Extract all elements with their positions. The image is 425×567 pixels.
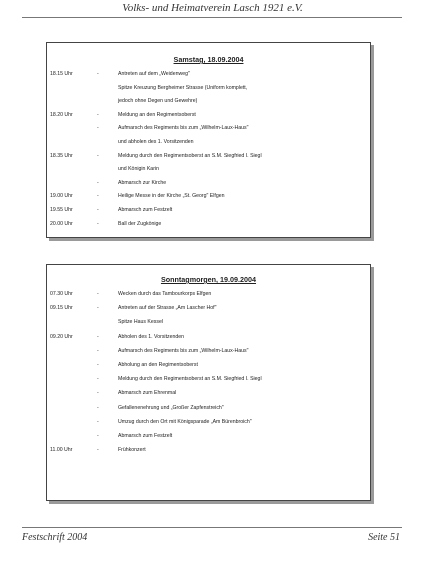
schedule-text: Aufmarsch des Regiments bis zum „Wilhelm-Laux-Haus" [118, 347, 249, 354]
schedule-dash: - [97, 125, 99, 132]
schedule-entry [47, 389, 370, 398]
schedule-time: 09.15 Uhr [50, 305, 73, 312]
schedule-dash: - [97, 193, 99, 200]
schedule-time: 11.00 Uhr [50, 447, 73, 454]
schedule-text: Spitze Haus Kessel [118, 319, 163, 326]
schedule-entry [47, 70, 370, 79]
schedule-dash: - [97, 404, 99, 411]
schedule-text: Abmarsch zum Festzelt [118, 207, 173, 213]
schedule-entry [47, 124, 370, 133]
schedule-text: Ball der Zugkönige [118, 220, 162, 227]
schedule-box-saturday [46, 42, 371, 238]
schedule-dash: - [97, 390, 99, 397]
schedule-text: Frühkonzert [118, 447, 146, 454]
schedule-entry [47, 446, 370, 455]
schedule-dash: - [97, 376, 99, 383]
schedule-entry [47, 290, 370, 299]
schedule-time: 18.35 Uhr [50, 152, 73, 159]
schedule-text: Abholung an den Regimentsoberst [118, 362, 198, 368]
schedule-time: 19.55 Uhr [50, 207, 73, 213]
schedule-text: und abholen des 1. Vorsitzenden [118, 139, 194, 145]
schedule-time: 09.20 Uhr [50, 333, 73, 340]
schedule-entry [47, 179, 370, 188]
schedule-text: Meldung an den Regimentsoberst [118, 111, 196, 118]
footer-page-number: Seite 51 [368, 532, 400, 543]
schedule-dash: - [97, 333, 99, 340]
schedule-entry [47, 165, 370, 174]
schedule-text: Gefallenenehrung und „Großer Zapfenstreich" [118, 404, 224, 411]
schedule-entry [47, 206, 370, 215]
schedule-dash: - [97, 291, 99, 297]
schedule-entry [47, 97, 370, 106]
schedule-entry [47, 333, 370, 342]
header-divider [22, 17, 402, 18]
schedule-dash: - [97, 433, 99, 439]
schedule-entry [47, 347, 370, 356]
section-title: Sonntagmorgen, 19.09.2004 [160, 275, 257, 284]
schedule-text: jedoch ohne Degen und Gewehre) [118, 98, 198, 105]
schedule-time: 20.00 Uhr [50, 220, 73, 227]
footer-divider [22, 527, 402, 528]
schedule-dash: - [97, 152, 99, 159]
schedule-text: Wecken durch das Tambourkorps Elfgen [118, 291, 212, 297]
schedule-box-sunday [46, 264, 371, 501]
schedule-dash: - [97, 220, 99, 227]
schedule-text: Heilige Messe in der Kirche „St. Georg" Elfgen [118, 193, 225, 200]
schedule-dash: - [97, 418, 99, 425]
schedule-dash: - [97, 305, 99, 312]
schedule-entry [47, 138, 370, 147]
schedule-text: Antreten auf dem „Weidenweg" [118, 71, 190, 77]
schedule-dash: - [97, 207, 99, 213]
schedule-text: Spitze Kreuzung Bergheimer Strasse (Uniform komplett, [118, 84, 248, 91]
schedule-entry [47, 304, 370, 313]
schedule-text: Abmarsch zur Kirche [118, 179, 167, 186]
schedule-entry [47, 152, 370, 161]
schedule-dash: - [97, 71, 99, 77]
schedule-dash: - [97, 447, 99, 454]
schedule-dash: - [97, 179, 99, 186]
schedule-entry [47, 318, 370, 327]
schedule-text: und Königin Karin [118, 166, 159, 173]
schedule-entry [47, 220, 370, 229]
schedule-dash: - [97, 347, 99, 354]
schedule-entry [47, 84, 370, 93]
schedule-time: 07.30 Uhr [50, 291, 73, 297]
schedule-entry [47, 192, 370, 201]
schedule-text: Abmarsch zum Ehrenmal [118, 390, 177, 397]
schedule-time: 18.15 Uhr [50, 71, 73, 77]
schedule-text: Antreten auf der Strasse „Am Lascher Hof" [118, 305, 217, 312]
schedule-text: Abmarsch zum Festzelt [118, 433, 173, 439]
schedule-text: Meldung durch den Regimentsoberst an S.M. Siegfried I. Siegl [118, 376, 262, 383]
schedule-text: Umzug durch den Ort mit Königsparade „Am Bürenbroich" [118, 418, 252, 425]
schedule-entry [47, 418, 370, 427]
schedule-dash: - [97, 111, 99, 118]
section-title: Samstag, 18.09.2004 [173, 55, 244, 64]
schedule-entry [47, 361, 370, 370]
schedule-entry [47, 111, 370, 120]
schedule-time: 19.00 Uhr [50, 193, 73, 200]
schedule-text: Aufmarsch des Regiments bis zum „Wilhelm-Laux-Haus" [118, 125, 249, 132]
schedule-dash: - [97, 362, 99, 368]
schedule-text: Abholen des 1. Vorsitzenden [118, 333, 185, 340]
schedule-entry [47, 375, 370, 384]
footer-publication: Festschrift 2004 [22, 532, 88, 543]
schedule-text: Meldung durch den Regimentsoberst an S.M. Siegfried I. Siegl [118, 152, 262, 159]
schedule-entry [47, 432, 370, 441]
schedule-time: 18.20 Uhr [50, 111, 73, 118]
schedule-entry [47, 404, 370, 413]
page-header: Volks- und Heimatverein Lasch 1921 e.V. [122, 2, 303, 14]
